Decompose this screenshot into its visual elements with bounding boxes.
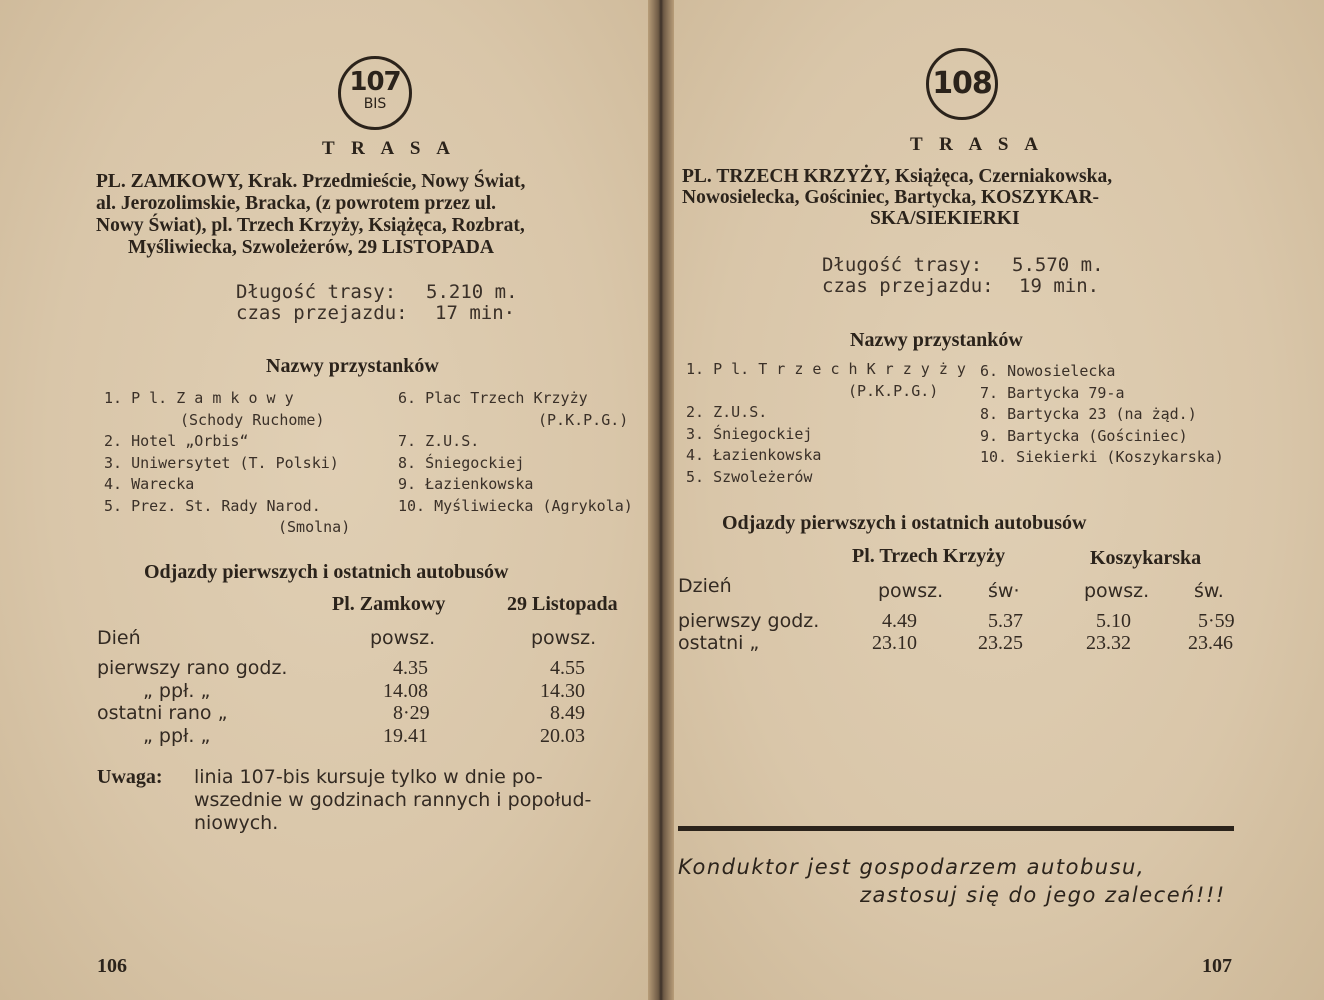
- cell-value: 14.08: [383, 679, 428, 702]
- row-label: pierwszy rano godz.: [97, 657, 288, 679]
- stop-item: (Smolna): [278, 518, 351, 536]
- cell-value: 4.49: [882, 610, 917, 632]
- row-label: ostatni rano „: [97, 702, 228, 724]
- cell-value: 14.30: [540, 679, 585, 702]
- note-line: linia 107-bis kursuje tylko w dnie po-: [194, 766, 543, 788]
- stop-item: 10. Siekierki (Koszykarska): [980, 448, 1224, 466]
- time-label: czas przejazdu:: [236, 302, 408, 324]
- motto-line: Konduktor jest gospodarzem autobusu,: [678, 855, 1146, 879]
- motto-line: zastosuj się do jego zaleceń!!!: [860, 883, 1226, 907]
- stop-item: 4. Łazienkowska: [686, 446, 822, 464]
- cell-value: 5.10: [1096, 610, 1131, 632]
- cell-value: 4.35: [393, 657, 428, 679]
- cell-value: 5·59: [1198, 610, 1235, 632]
- stop-item: 2. Hotel „Orbis“: [104, 432, 249, 450]
- badge-number: 108: [932, 66, 992, 101]
- col-header: św·: [988, 580, 1020, 602]
- table-row: [678, 632, 1238, 654]
- table-row: [97, 680, 597, 703]
- note-label: Uwaga:: [97, 766, 163, 788]
- terminal-b: Koszykarska: [1090, 547, 1202, 569]
- route-line: SKA/SIEKIERKI: [870, 208, 1020, 229]
- cell-value: 8·29: [393, 702, 430, 724]
- route-107-bis-badge-icon: [338, 56, 412, 130]
- cell-value: 23.10: [872, 632, 917, 654]
- stops-list-left: [104, 388, 350, 539]
- day-label: Dień: [97, 627, 141, 649]
- time-value: 17 min·: [435, 302, 516, 324]
- table-row: [678, 610, 1238, 632]
- stops-list-left: [686, 359, 966, 488]
- col-header: powsz.: [878, 580, 944, 602]
- route-108-badge-icon: [926, 48, 998, 120]
- trasa-heading: T R A S A: [910, 134, 1044, 155]
- cell-value: 23.46: [1188, 632, 1233, 654]
- day-label: Dzień: [678, 575, 732, 597]
- page-number: 106: [97, 955, 127, 977]
- route-line: al. Jerozolimskie, Bracka, (z powrotem przez ul.: [96, 193, 497, 214]
- page-number: 107: [1202, 955, 1232, 977]
- departure-table: [678, 610, 1238, 654]
- stop-item: 4. Warecka: [104, 475, 195, 493]
- row-label: „ ppł. „: [143, 724, 211, 747]
- time-label: czas przejazdu:: [822, 275, 994, 297]
- book-spine: [648, 0, 674, 1000]
- cell-value: 8.49: [550, 702, 585, 724]
- badge-suffix: BIS: [363, 96, 387, 112]
- stop-item: 9. Łazienkowska: [398, 475, 534, 493]
- cell-value: 23.32: [1086, 632, 1131, 654]
- stop-item: 8. Bartycka 23 (na żąd.): [980, 405, 1197, 423]
- departure-table: [97, 657, 597, 747]
- length-label: Długość trasy:: [236, 281, 397, 303]
- stops-list-right: [398, 388, 633, 517]
- badge-number: 107: [349, 67, 401, 97]
- stop-item: 3. Śniegockiej: [686, 424, 813, 443]
- stop-item: 5. Prez. St. Rady Narod.: [104, 496, 321, 515]
- note-line: niowych.: [194, 812, 279, 834]
- stop-item: 8. Śniegockiej: [398, 453, 525, 472]
- route-line: Nowosielecka, Gościniec, Bartycka, KOSZYKAR-: [682, 187, 1100, 208]
- length-value: 5.570 m.: [1012, 254, 1104, 276]
- cell-value: 23.25: [978, 632, 1023, 654]
- terminal-a: Pl. Zamkowy: [332, 593, 446, 615]
- departures-header: Odjazdy pierwszych i ostatnich autobusów: [144, 561, 509, 583]
- stop-item: (P.K.P.G.): [848, 381, 939, 400]
- stop-item: 7. Bartycka 79-a: [980, 383, 1125, 402]
- cell-value: 20.03: [540, 724, 585, 747]
- stop-item: 6. Nowosielecka: [980, 362, 1116, 380]
- stop-item: 10. Myśliwiecka (Agrykola): [398, 496, 633, 515]
- stops-header: Nazwy przystanków: [266, 355, 439, 377]
- col-header: powsz.: [370, 627, 436, 649]
- row-label: pierwszy godz.: [678, 610, 820, 632]
- cell-value: 5.37: [988, 610, 1023, 632]
- stop-item: 9. Bartycka (Gościniec): [980, 426, 1188, 445]
- row-label: „ ppł. „: [143, 679, 211, 702]
- note-text: [194, 766, 591, 835]
- cell-value: 4.55: [550, 657, 585, 679]
- stop-item: (Schody Ruchome): [180, 410, 325, 429]
- route-description: [682, 166, 1112, 229]
- note-line: wszednie w godzinach rannych i popołud-: [194, 789, 592, 811]
- table-row: [97, 702, 597, 725]
- table-row: [97, 725, 597, 748]
- row-label: ostatni „: [678, 632, 760, 654]
- stop-item: 6. Plac Trzech Krzyży: [398, 389, 588, 407]
- departures-header: Odjazdy pierwszych i ostatnich autobusów: [722, 512, 1087, 534]
- route-line: Myśliwiecka, Szwoleżerów, 29 LISTOPADA: [128, 237, 494, 258]
- length-label: Długość trasy:: [822, 254, 983, 276]
- stops-header: Nazwy przystanków: [850, 329, 1023, 351]
- length-value: 5.210 m.: [426, 281, 518, 303]
- terminal-b: 29 Listopada: [507, 593, 618, 615]
- route-description: [96, 171, 525, 259]
- stop-item: 1. P l. T r z e c h K r z y ż y: [686, 360, 966, 378]
- stop-item: 3. Uniwersytet (T. Polski): [104, 453, 339, 472]
- stop-item: 1. P l. Z a m k o w y: [104, 389, 294, 407]
- divider-rule: [678, 826, 1234, 831]
- col-header: św.: [1194, 580, 1224, 602]
- cell-value: 19.41: [383, 724, 428, 747]
- col-header: powsz.: [531, 627, 597, 649]
- right-page: [662, 0, 1324, 1000]
- stop-item: 7. Z.U.S.: [398, 432, 480, 450]
- table-row: [97, 657, 597, 680]
- trasa-heading: T R A S A: [322, 138, 456, 159]
- stop-item: 2. Z.U.S.: [686, 403, 768, 421]
- route-line: Nowy Świat), pl. Trzech Krzyży, Książęca, Rozbrat,: [96, 215, 525, 236]
- terminal-a: Pl. Trzech Krzyży: [852, 545, 1006, 567]
- stop-item: (P.K.P.G.): [538, 410, 629, 429]
- stops-list-right: [980, 361, 1224, 469]
- route-line: PL. ZAMKOWY, Krak. Przedmieście, Nowy Świat,: [96, 171, 526, 192]
- route-line: PL. TRZECH KRZYŻY, Książęca, Czerniakowska,: [682, 166, 1113, 187]
- col-header: powsz.: [1084, 580, 1150, 602]
- time-value: 19 min.: [1019, 275, 1100, 297]
- stop-item: 5. Szwoleżerów: [686, 467, 813, 486]
